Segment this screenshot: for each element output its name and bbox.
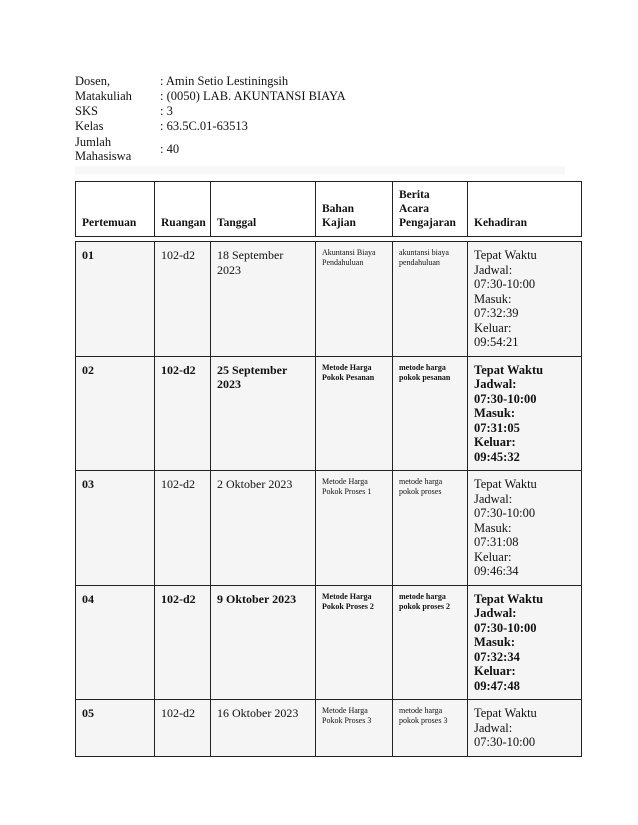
cell-tanggal: 25 September 2023 (211, 356, 316, 471)
cell-kehadiran (468, 585, 582, 700)
cell-kehadiran (468, 471, 582, 586)
cell-berita-acara: metode harga pokok proses 3 (393, 700, 468, 757)
info-shade (75, 166, 565, 174)
kehadiran-status: Tepat Waktu (474, 591, 544, 606)
kehadiran-jadwal-label: Jadwal: (474, 720, 513, 735)
kehadiran-jadwal: 07:30-10:00 (474, 620, 537, 635)
kehadiran-jadwal: 07:30-10:00 (474, 391, 537, 406)
kehadiran-keluar-label: Keluar: (474, 549, 512, 564)
kehadiran-status: Tepat Waktu (474, 362, 544, 377)
kehadiran-masuk-label: Masuk: (474, 406, 515, 420)
kehadiran-keluar: 09:54:21 (474, 335, 519, 349)
kehadiran-keluar: 09:46:34 (474, 564, 519, 578)
sks-value: : 3 (160, 104, 173, 118)
info-row-dosen (75, 74, 565, 89)
cell-kehadiran (468, 700, 582, 757)
kehadiran-keluar: 09:45:32 (474, 449, 520, 464)
kehadiran-masuk: 07:32:34 (474, 649, 520, 664)
kehadiran-masuk-label: Masuk: (474, 520, 512, 535)
matakuliah-value: : (0050) LAB. AKUNTANSI BIAYA (160, 89, 346, 103)
kehadiran-masuk: 07:31:05 (474, 420, 520, 435)
cell-kehadiran (468, 356, 582, 471)
cell-ruangan: 102-d2 (155, 242, 211, 357)
info-row-matakuliah (75, 89, 565, 104)
course-info (75, 74, 565, 164)
table-row (76, 242, 582, 357)
header-ruangan: Ruangan (155, 182, 211, 237)
kelas-label: Kelas (75, 119, 104, 133)
kehadiran-status: Tepat Waktu (474, 477, 537, 491)
kehadiran-keluar-label: Keluar: (474, 320, 512, 335)
info-row-kelas (75, 119, 565, 134)
jumlah-label (75, 135, 160, 163)
cell-berita-acara: metode harga pokok pesanan (393, 356, 468, 471)
jumlah-value: : 40 (160, 141, 180, 156)
cell-ruangan: 102-d2 (155, 471, 211, 586)
jumlah-label-line1: Jumlah (75, 135, 112, 149)
cell-pertemuan: 05 (76, 700, 155, 757)
kehadiran-masuk: 07:32:39 (474, 306, 519, 320)
table-row (76, 585, 582, 700)
cell-bahan-kajian: Metode Harga Pokok Proses 1 (316, 471, 393, 586)
cell-pertemuan: 01 (76, 242, 155, 357)
kehadiran-status: Tepat Waktu (474, 706, 537, 720)
table-header (76, 182, 582, 237)
header-pertemuan: Pertemuan (76, 182, 155, 237)
cell-pertemuan: 02 (76, 356, 155, 471)
kehadiran-jadwal: 07:30-10:00 (474, 735, 536, 749)
table-body (76, 237, 582, 757)
kehadiran-jadwal: 07:30-10:00 (474, 506, 536, 520)
cell-pertemuan: 04 (76, 585, 155, 700)
cell-bahan-kajian: Metode Harga Pokok Pesanan (316, 356, 393, 471)
cell-bahan-kajian: Akuntansi Biaya Pendahuluan (316, 242, 393, 357)
jumlah-label-line2: Mahasiswa (75, 149, 132, 163)
cell-ruangan: 102-d2 (155, 700, 211, 757)
cell-pertemuan: 03 (76, 471, 155, 586)
info-row-sks (75, 104, 565, 119)
kehadiran-jadwal-label: Jadwal: (474, 491, 513, 506)
kehadiran-masuk-label: Masuk: (474, 635, 515, 649)
kehadiran-keluar: 09:47:48 (474, 678, 520, 693)
header-kehadiran: Kehadiran (468, 182, 582, 237)
cell-bahan-kajian: Metode Harga Pokok Proses 2 (316, 585, 393, 700)
sks-label: SKS (75, 104, 98, 118)
cell-berita-acara: metode harga pokok proses 2 (393, 585, 468, 700)
header-berita-line3: Pengajaran (399, 217, 456, 229)
header-bahan-kajian (316, 182, 393, 237)
cell-tanggal: 9 Oktober 2023 (211, 585, 316, 700)
matakuliah-label: Matakuliah (75, 89, 132, 103)
kehadiran-masuk: 07:31:08 (474, 535, 519, 549)
header-bahan-line1: Bahan (322, 203, 354, 215)
header-tanggal: Tanggal (211, 182, 316, 237)
cell-berita-acara: metode harga pokok proses (393, 471, 468, 586)
cell-kehadiran (468, 242, 582, 357)
kehadiran-masuk-label: Masuk: (474, 291, 512, 306)
kehadiran-status: Tepat Waktu (474, 248, 537, 262)
cell-ruangan: 102-d2 (155, 356, 211, 471)
dosen-value: : Amin Setio Lestiningsih (160, 74, 289, 88)
header-bahan-line2: Kajian (322, 217, 356, 229)
info-row-jumlah (75, 134, 565, 164)
kehadiran-keluar-label: Keluar: (474, 435, 516, 449)
dosen-label: Dosen, (75, 74, 111, 88)
header-berita-line2: Acara (399, 203, 430, 215)
cell-tanggal: 16 Oktober 2023 (211, 700, 316, 757)
kehadiran-jadwal-label: Jadwal: (474, 377, 517, 391)
cell-tanggal: 18 September 2023 (211, 242, 316, 357)
cell-tanggal: 2 Oktober 2023 (211, 471, 316, 586)
cell-ruangan: 102-d2 (155, 585, 211, 700)
header-row (76, 182, 582, 237)
table-row (76, 356, 582, 471)
header-berita-acara (393, 182, 468, 237)
kehadiran-jadwal: 07:30-10:00 (474, 277, 536, 291)
header-berita-line1: Berita (399, 189, 430, 201)
kehadiran-jadwal-label: Jadwal: (474, 262, 513, 277)
attendance-table (75, 181, 582, 757)
table-row (76, 700, 582, 757)
kelas-value: : 63.5C.01-63513 (160, 119, 248, 133)
table-row (76, 471, 582, 586)
cell-bahan-kajian: Metode Harga Pokok Proses 3 (316, 700, 393, 757)
kehadiran-keluar-label: Keluar: (474, 664, 516, 678)
cell-berita-acara: akuntansi biaya pendahuluan (393, 242, 468, 357)
kehadiran-jadwal-label: Jadwal: (474, 606, 517, 620)
